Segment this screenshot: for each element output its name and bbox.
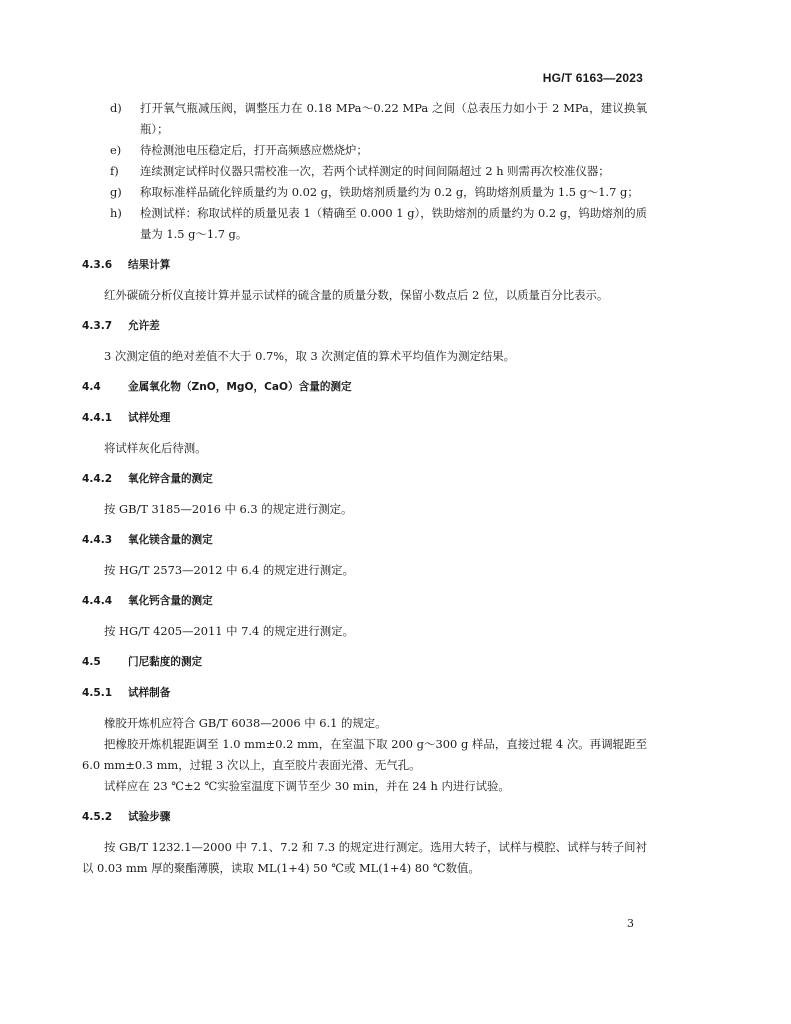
section-text: 按 GB/T 1232.1—2000 中 7.1、7.2 和 7.3 的规定进行测定。选用大转子，试样与模腔、试样与转子间衬以 0.03 mm 厚的聚酯薄膜，读取 ML(1+4) 50 ℃或 ML(1+4) 80 ℃数值。 — [82, 840, 647, 875]
list-item-label: d) — [110, 101, 122, 115]
list-item — [82, 161, 647, 182]
section-number: 4.4.2 — [82, 473, 113, 485]
section-text: 将试样灰化后待测。 — [104, 441, 207, 455]
section-number: 4.4.4 — [82, 595, 113, 607]
section-heading-4-3-7 — [82, 316, 647, 337]
section-title: 氧化镁含量的测定 — [128, 534, 213, 546]
standard-code-header: HG/T 6163—2023 — [542, 71, 643, 85]
section-title: 氧化钙含量的测定 — [128, 595, 213, 607]
list-item-text: 打开氧气瓶减压阀，调整压力在 0.18 MPa～0.22 MPa 之间（总表压力如小于 2 MPa，建议换氧瓶）； — [140, 101, 647, 136]
section-heading-4-4-4 — [82, 591, 647, 612]
section-text: 橡胶开炼机应符合 GB/T 6038—2006 中 6.1 的规定。 — [104, 716, 387, 730]
list-item-label: h) — [110, 206, 122, 220]
list-item — [82, 98, 647, 140]
list-item — [82, 182, 647, 203]
section-text: 按 HG/T 4205—2011 中 7.4 的规定进行测定。 — [104, 624, 354, 638]
section-number: 4.4 — [82, 381, 101, 393]
list-item-text: 连续测定试样时仪器只需校准一次，若两个试样测定的时间间隔超过 2 h 则需再次校准仪器； — [140, 164, 610, 178]
section-title: 金属氧化物（ZnO，MgO，CaO）含量的测定 — [128, 381, 352, 393]
list-item — [82, 140, 647, 161]
list-item-text: 称取标准样品硫化锌质量约为 0.02 g，铁助熔剂质量约为 0.2 g，钨助熔剂质量为 1.5 g～1.7 g； — [140, 185, 639, 199]
section-number: 4.3.6 — [82, 259, 113, 271]
document-body — [82, 98, 647, 879]
list-item-text: 检测试样：称取试样的质量见表 1（精确至 0.000 1 g），铁助熔剂的质量约为 0.2 g，钨助熔剂的质量为 1.5 g～1.7 g。 — [140, 206, 647, 241]
section-heading-4-5-2 — [82, 807, 647, 828]
section-title: 氧化锌含量的测定 — [128, 473, 213, 485]
section-title: 试验步骤 — [128, 811, 171, 823]
page-number: 3 — [627, 917, 634, 930]
section-heading-4-4 — [82, 377, 647, 398]
procedure-list — [82, 98, 647, 245]
section-heading-4-3-6 — [82, 255, 647, 276]
list-item-label: g) — [110, 185, 122, 199]
section-heading-4-5-1 — [82, 683, 647, 704]
section-text: 红外碳硫分析仪直接计算并显示试样的硫含量的质量分数，保留小数点后 2 位，以质量百分比表示。 — [104, 288, 609, 302]
section-number: 4.4.1 — [82, 412, 113, 424]
section-text: 按 HG/T 2573—2012 中 6.4 的规定进行测定。 — [104, 563, 354, 577]
section-heading-4-4-3 — [82, 530, 647, 551]
list-item — [82, 203, 647, 245]
section-heading-4-4-2 — [82, 469, 647, 490]
section-text: 3 次测定值的绝对差值不大于 0.7%，取 3 次测定值的算术平均值作为测定结果。 — [104, 349, 516, 363]
section-text: 按 GB/T 3185—2016 中 6.3 的规定进行测定。 — [104, 502, 353, 516]
section-number: 4.5 — [82, 656, 101, 668]
list-item-label: f) — [110, 164, 119, 178]
section-heading-4-5 — [82, 652, 647, 673]
section-number: 4.3.7 — [82, 320, 113, 332]
section-title: 试样制备 — [128, 687, 171, 699]
section-number: 4.5.2 — [82, 811, 113, 823]
section-title: 允许差 — [128, 320, 160, 332]
list-item-label: e) — [110, 143, 122, 157]
section-text: 把橡胶开炼机辊距调至 1.0 mm±0.2 mm，在室温下取 200 g～300 g 样品，直接过辊 4 次。再调辊距至 6.0 mm±0.3 mm，过辊 3 次以上，直至胶片表面光滑、无气孔。 — [82, 737, 647, 772]
section-title: 结果计算 — [128, 259, 171, 271]
section-number: 4.5.1 — [82, 687, 113, 699]
section-heading-4-4-1 — [82, 408, 647, 429]
section-number: 4.4.3 — [82, 534, 113, 546]
section-text: 试样应在 23 ℃±2 ℃实验室温度下调节至少 30 min，并在 24 h 内进行试验。 — [104, 779, 510, 793]
section-title: 试样处理 — [128, 412, 171, 424]
list-item-text: 待检测池电压稳定后，打开高频感应燃烧炉； — [140, 143, 368, 157]
section-title: 门尼黏度的测定 — [128, 656, 203, 668]
